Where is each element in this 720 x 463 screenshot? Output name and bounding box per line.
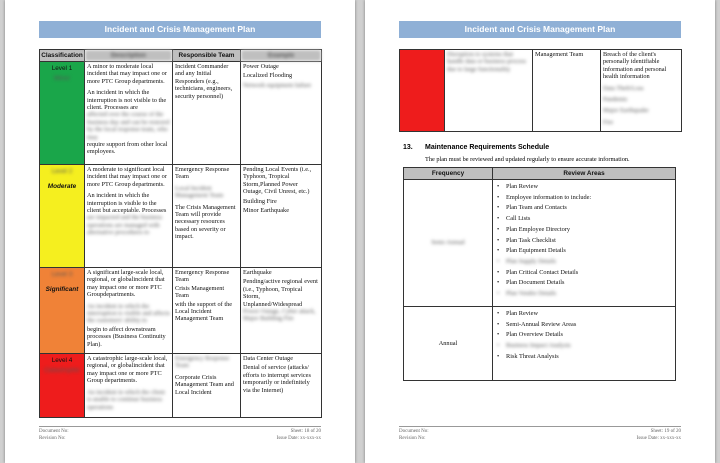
description-text: A significant large-scale local, regional, or globalincident that may impact one or more PTC Groupdepartments. <box>87 269 165 299</box>
page-footer <box>399 426 681 442</box>
page-banner: Incident and Crisis Management Plan <box>399 21 681 38</box>
section-number: 13. <box>403 144 413 151</box>
col-header-responsible-team: Responsible Team <box>173 50 241 62</box>
classification-table <box>39 49 322 418</box>
list-item: • Plan Task Checklist <box>493 237 675 244</box>
example-blurred: Power Outage, Cyber attack, Major Building Fire <box>243 308 316 323</box>
team-text: Emergency Response Team <box>175 269 230 284</box>
level-label: Level 4 <box>51 357 73 365</box>
section-heading <box>403 144 549 151</box>
list-item: • Plan Equipment Details <box>493 247 675 254</box>
list-item: • Plan Employee Directory <box>493 226 675 233</box>
document-page-left <box>5 0 355 463</box>
description-blurred: An incident in which the client is unable to continue business operations <box>87 388 165 411</box>
description-text: begin to affect downstream processes (Business Continuity Plan). <box>87 325 166 348</box>
team-cell: Management Team <box>533 50 601 132</box>
section-title: Maintenance Requirements Schedule <box>425 144 550 151</box>
list-item: • Call Lists <box>493 215 675 222</box>
team-cell <box>173 354 241 418</box>
level-sublabel: Significant <box>45 286 79 294</box>
example-cell <box>241 268 322 354</box>
example-cell <box>241 165 322 268</box>
description-text: An incident in which the interruption is not visible to the client. Processes are <box>87 89 167 112</box>
example-item: Data Center Outage <box>243 355 294 363</box>
example-cell <box>601 50 682 132</box>
review-areas-cell <box>493 307 676 381</box>
list-item: • Plan Review <box>493 310 675 317</box>
footer-rev-no: Revision No: <box>399 435 426 441</box>
table-row <box>40 165 322 268</box>
list-item: • Plan Supply Details <box>493 258 675 265</box>
example-item: Earthquake <box>243 269 272 276</box>
table-row <box>40 354 322 418</box>
example-blurred: Data Theft/Loss <box>603 84 644 92</box>
example-item: Localized Flooding <box>243 72 293 80</box>
team-text: The Crisis Management Team will provide necessary resources based on severity or impact. <box>175 203 236 241</box>
section-intro: The plan must be reviewed and updated regularly to ensure accurate information. <box>425 156 630 163</box>
description-cell <box>85 354 173 418</box>
team-cell <box>173 268 241 354</box>
example-blurred: Fire <box>603 118 614 126</box>
list-item: • Plan Review <box>493 183 675 190</box>
level-sublabel: Moderate <box>47 183 77 191</box>
description-text: A moderate to significant local incident that may impact one or more PTC Group departments. <box>87 166 167 188</box>
footer-issue-date: Issue Date: xx-xxx-xx <box>636 435 681 441</box>
team-text: Corporate Crisis Management Team and Local Incident <box>175 373 234 396</box>
col-header-frequency: Frequency <box>404 168 493 180</box>
team-cell <box>173 165 241 268</box>
example-item: Minor Earthquake <box>243 207 289 215</box>
level-label: Level 3 <box>51 271 73 278</box>
description-text: A catastrophic large-scale local, regional, or globalincident that may impact one or more PTC Group departments. <box>87 355 168 385</box>
description-cell <box>85 62 173 165</box>
example-cell <box>241 62 322 165</box>
example-cell <box>241 354 322 418</box>
level-cell-3 <box>40 268 85 354</box>
col-header-example: Example <box>241 50 322 62</box>
list-item: • Semi-Annual Review Areas <box>493 321 675 328</box>
frequency-cell: Semi-Annual <box>404 180 493 307</box>
level-cell-2 <box>40 165 85 268</box>
description-blurred: An incident in which the interruption is visible and affects the customers' ability to <box>87 302 170 325</box>
level-cell-1 <box>40 62 85 165</box>
list-item: • Plan Vendor Details <box>493 290 675 297</box>
footer-rev-no: Revision No: <box>39 435 66 441</box>
description-blurred: Disruption to systems that handle data or business process due to large functionality <box>445 50 533 132</box>
table-row <box>40 62 322 165</box>
list-item: • Risk Threat Analysis <box>493 353 675 360</box>
example-blurred: Network equipment failure <box>243 81 312 89</box>
level-cell-4-continued <box>400 50 445 132</box>
document-page-right <box>365 0 715 463</box>
footer-doc-no: Document No: <box>399 429 429 434</box>
list-item: • Plan Critical Contact Details <box>493 269 675 276</box>
table-row <box>404 180 676 307</box>
description-cell <box>85 165 173 268</box>
description-text: require support from other local employees. <box>87 141 168 156</box>
classification-table-continued <box>399 49 682 132</box>
list-item: • Plan Team and Contacts <box>493 204 675 211</box>
team-text: Emergency Response Team <box>175 166 230 181</box>
col-header-description: Description <box>85 50 173 62</box>
description-blurred: are impacted and the business operations are managed with alternative procedures to <box>87 214 163 237</box>
description-text: An incident in which the interruption is visible to the client but acceptable. Processes <box>87 192 167 215</box>
level-sublabel: Minor <box>54 75 70 83</box>
review-areas-cell <box>493 180 676 307</box>
example-item: Denial of service (attacks/ efforts to interrupt services temporarily or indefinitely via the Internet) <box>243 364 311 394</box>
team-cell: Incident Commander and any Initial Responders (e.g., technicians, engineers, security personnel) <box>173 62 241 165</box>
example-blurred: Major Earthquake <box>603 107 649 115</box>
description-blurred: affected over the course of the business day and can be restored by the local response team, who may <box>87 111 170 141</box>
col-header-classification: Classification <box>40 50 85 62</box>
example-item: Pending/active regional event (i.e., Typhoon, Tropical Storm, Unplanned/Widespread <box>243 278 318 308</box>
team-blurred: Local Incident Management Team <box>175 184 224 200</box>
example-item: Pending Local Events (i.e., Typhoon, Tropical Storm,Planned Power Outage, Civil Unrest, etc.) <box>243 166 312 196</box>
maintenance-schedule-table <box>403 167 676 381</box>
list-item: • Plan Overview Details <box>493 331 675 338</box>
footer-doc-no: Document No: <box>39 429 69 434</box>
list-item: • Employee information to include: <box>493 194 675 201</box>
list-item: • Plan Document Details <box>493 279 675 286</box>
team-blurred: Emergency Response Team <box>175 355 230 370</box>
page-footer <box>39 426 321 442</box>
page-banner: Incident and Crisis Management Plan <box>39 21 321 38</box>
example-blurred: Pandemic <box>603 96 628 104</box>
footer-sheet: Sheet: 19 of 20 <box>650 429 681 434</box>
table-row <box>400 50 682 132</box>
col-header-review-areas: Review Areas <box>493 168 676 180</box>
level-cell-4 <box>40 354 85 418</box>
level-label: Level 1 <box>51 65 73 72</box>
description-cell <box>85 268 173 354</box>
team-text: with the support of the Local Incident Management Team <box>175 300 233 323</box>
table-row <box>40 268 322 354</box>
example-item: Building Fire <box>243 197 277 205</box>
example-item: Power Outage <box>243 63 279 70</box>
table-row <box>404 307 676 381</box>
example-item: Breach of the client's personally identifiable information and personal health information <box>603 51 667 81</box>
team-text: Crisis Management Team <box>175 284 225 300</box>
level-sublabel: Catastrophic <box>44 367 80 375</box>
frequency-cell: Annual <box>404 307 493 381</box>
description-text: A minor to moderate local incident that may impact one or more PTC Group departments. <box>87 63 167 85</box>
footer-issue-date: Issue Date: xx-xxx-xx <box>276 435 321 441</box>
level-label: Level 2 <box>51 168 73 175</box>
list-item: • Business Impact Analysis <box>493 342 675 349</box>
footer-sheet: Sheet: 18 of 20 <box>290 429 321 434</box>
